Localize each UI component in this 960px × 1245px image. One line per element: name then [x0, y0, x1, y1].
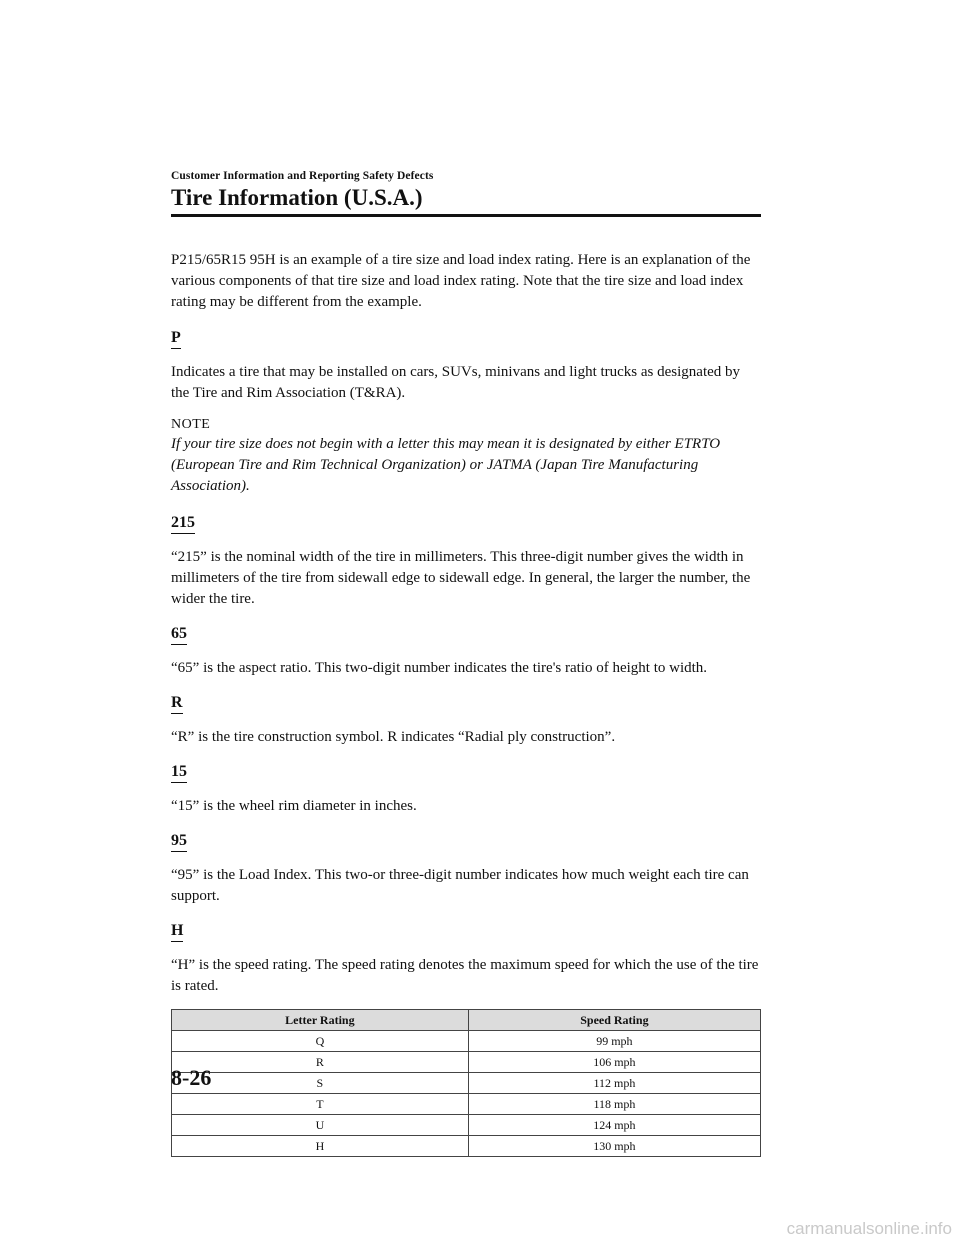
watermark: carmanualsonline.info	[786, 1219, 952, 1238]
term-aspect-ratio: 65	[171, 626, 187, 645]
term-width: 215	[171, 515, 195, 534]
note-label: NOTE	[171, 417, 211, 432]
title-divider	[171, 214, 761, 217]
term-aspect-ratio-description: “65” is the aspect ratio. This two-digit number indicates the tire's ratio of height to width.	[171, 660, 708, 676]
table-row	[172, 1094, 761, 1115]
term-load-index: 95	[171, 833, 187, 852]
table-header-letter: Letter Rating	[172, 1010, 469, 1031]
letter-cell: Q	[172, 1031, 469, 1052]
term-speed-rating: H	[171, 923, 183, 942]
table-row	[172, 1031, 761, 1052]
intro-paragraph: P215/65R15 95H is an example of a tire size and load index rating. Here is an explanation of the various components of that tire size and load index rating. Note that the tire size and load index rating may be different from the example.	[171, 252, 751, 310]
speed-cell: 99 mph	[468, 1031, 760, 1052]
table-row	[172, 1136, 761, 1157]
speed-cell: 106 mph	[468, 1052, 760, 1073]
term-p-description: Indicates a tire that may be installed on cars, SUVs, minivans and light trucks as designated by the Tire and Rim Association (T&RA).	[171, 364, 741, 401]
table-row	[172, 1052, 761, 1073]
speed-cell: 118 mph	[468, 1094, 760, 1115]
term-width-description: “215” is the nominal width of the tire in millimeters. This three-digit number gives the width in millimeters of the tire from sidewall edge to sidewall edge. In general, the larger the number, the wider the tire.	[171, 549, 751, 607]
term-load-index-description: “95” is the Load Index. This two-or three-digit number indicates how much weight each tire can support.	[171, 867, 749, 904]
speed-rating-table	[171, 1009, 761, 1157]
letter-cell: R	[172, 1052, 469, 1073]
letter-cell: S	[172, 1073, 469, 1094]
section-label: Customer Information and Reporting Safety Defects	[171, 170, 434, 182]
letter-cell: H	[172, 1136, 469, 1157]
page-content	[171, 250, 761, 1157]
speed-cell: 112 mph	[468, 1073, 760, 1094]
table-header-row	[172, 1010, 761, 1031]
term-rim-diameter: 15	[171, 764, 187, 783]
letter-cell: T	[172, 1094, 469, 1115]
page-number: 8-26	[171, 1065, 212, 1090]
term-construction-description: “R” is the tire construction symbol. R indicates “Radial ply construction”.	[171, 729, 616, 745]
speed-cell: 130 mph	[468, 1136, 760, 1157]
table-row	[172, 1073, 761, 1094]
term-rim-diameter-description: “15” is the wheel rim diameter in inches.	[171, 798, 417, 814]
table-row	[172, 1115, 761, 1136]
term-construction: R	[171, 695, 183, 714]
letter-cell: U	[172, 1115, 469, 1136]
speed-cell: 124 mph	[468, 1115, 760, 1136]
page-title: Tire Information (U.S.A.)	[171, 185, 423, 210]
table-header-speed: Speed Rating	[468, 1010, 760, 1031]
term-speed-rating-description: “H” is the speed rating. The speed rating denotes the maximum speed for which the use of the tire is rated.	[171, 957, 759, 994]
term-p: P	[171, 330, 181, 349]
note-text: If your tire size does not begin with a letter this may mean it is designated by either ETRTO (European Tire and Rim Technical Organization) or JATMA (Japan Tire Manufacturing Association).	[171, 436, 721, 494]
